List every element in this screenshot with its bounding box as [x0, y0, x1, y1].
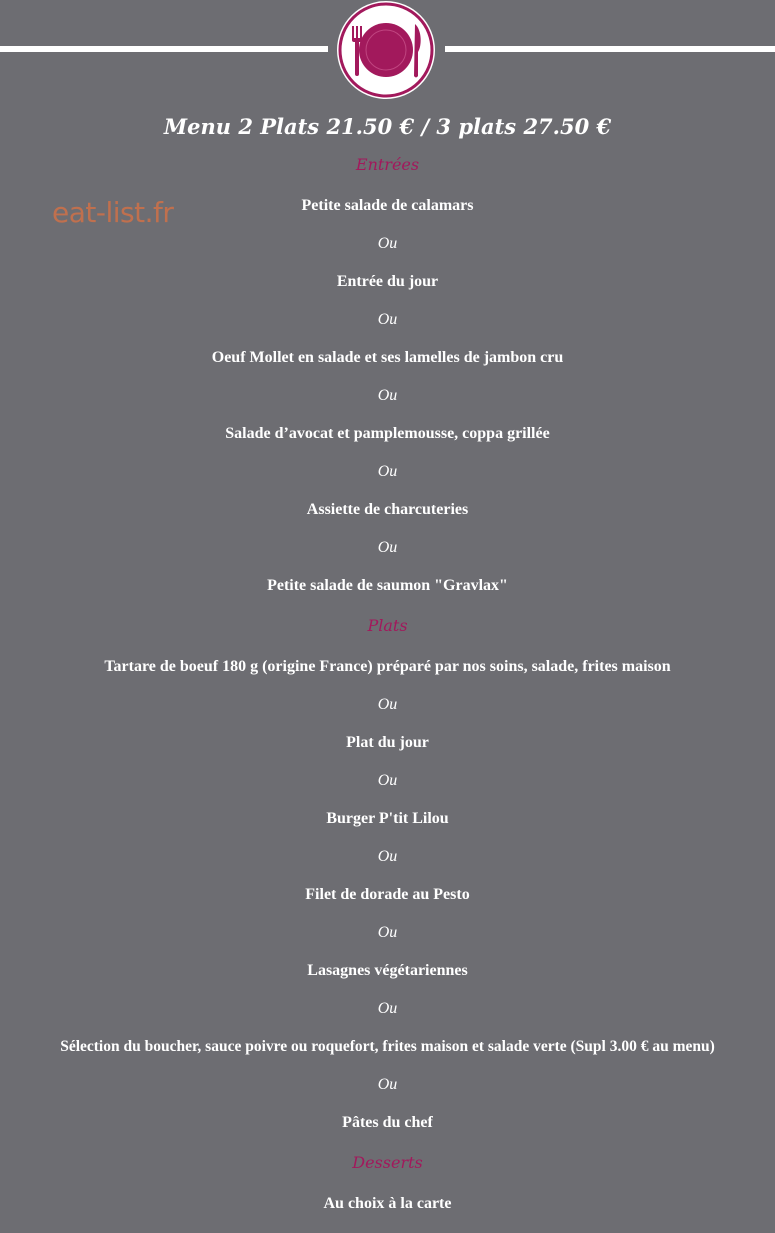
menu-item: Assiette de charcuteries [306, 501, 469, 518]
or-separator: Ou [377, 1000, 398, 1017]
section-heading-desserts: Desserts [352, 1153, 423, 1172]
divider-left [0, 46, 328, 52]
menu-item: Plat du jour [346, 734, 429, 751]
or-separator: Ou [377, 924, 398, 941]
or-separator: Ou [377, 772, 398, 789]
or-separator: Ou [377, 463, 398, 480]
or-separator: Ou [377, 387, 398, 404]
or-separator: Ou [377, 1076, 398, 1093]
or-separator: Ou [377, 539, 398, 556]
menu-item: Filet de dorade au Pesto [305, 886, 470, 903]
section-heading-entrees: Entrées [355, 155, 420, 174]
or-separator: Ou [377, 311, 398, 328]
menu-item: Tartare de boeuf 180 g (origine France) préparé par nos soins, salade, frites maison [104, 658, 671, 675]
menu-item: Pâtes du chef [342, 1114, 433, 1131]
or-separator: Ou [377, 848, 398, 865]
menu-item: Oeuf Mollet en salade et ses lamelles de jambon cru [211, 349, 564, 366]
plate-fork-knife-icon [333, 0, 439, 102]
divider-right [445, 46, 775, 52]
menu-item: Au choix à la carte [323, 1195, 452, 1212]
menu-item: Burger P'tit Lilou [326, 810, 449, 827]
or-separator: Ou [377, 235, 398, 252]
or-separator: Ou [377, 696, 398, 713]
menu-item: Petite salade de saumon "Gravlax" [267, 577, 508, 594]
section-heading-plats: Plats [367, 616, 408, 635]
menu-item: Sélection du boucher, sauce poivre ou roquefort, frites maison et salade verte (Supl 3.00 € au menu) [60, 1038, 715, 1055]
menu-item: Petite salade de calamars [301, 197, 474, 214]
watermark-text: eat-list.fr [52, 196, 174, 229]
menu-item: Salade d’avocat et pamplemousse, coppa grillée [225, 425, 550, 442]
menu-item: Lasagnes végétariennes [307, 962, 468, 979]
menu-item: Entrée du jour [336, 273, 439, 290]
menu-title: Menu 2 Plats 21.50 € / 3 plats 27.50 € [163, 114, 612, 139]
